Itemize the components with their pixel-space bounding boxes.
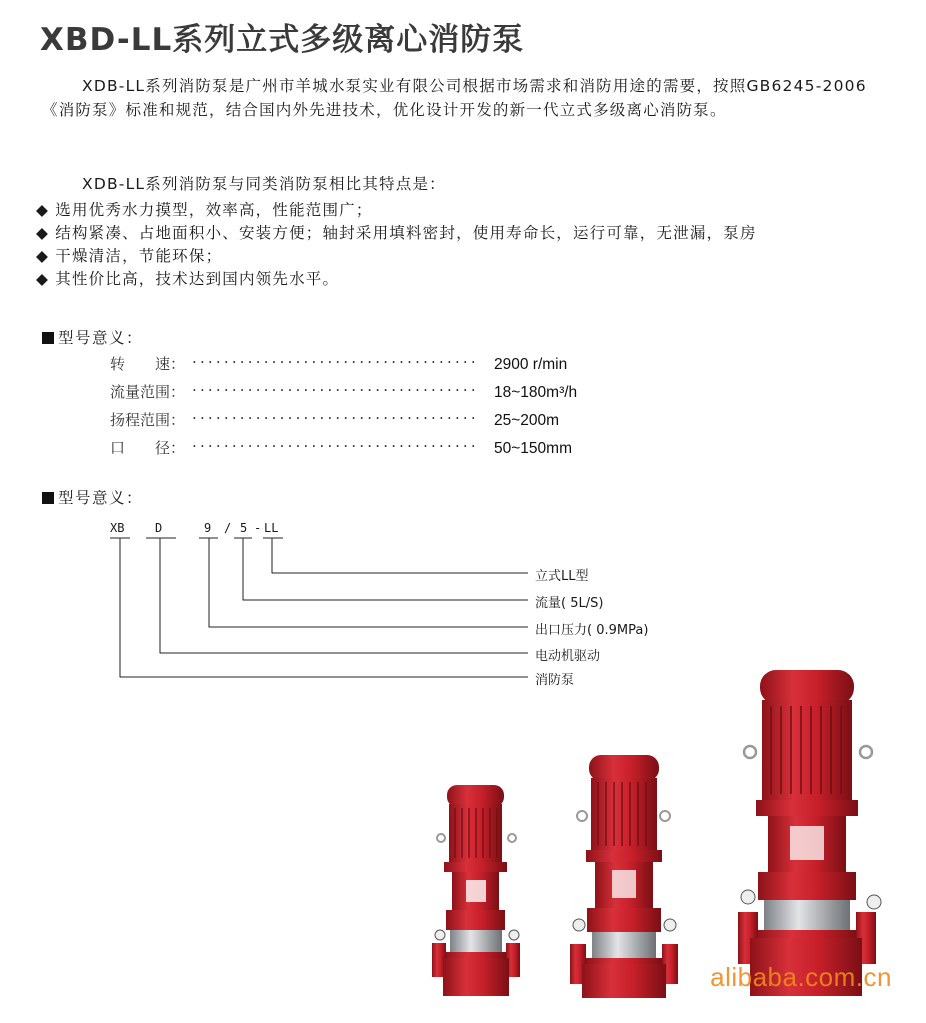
pump-large-image <box>738 670 881 996</box>
pump-small-image <box>432 785 520 996</box>
features-lead: XDB-LL系列消防泵与同类消防泵相比其特点是： <box>82 175 446 193</box>
spec-row-head: 扬程范围： ···································· 25~200m <box>110 409 560 429</box>
feature-item: ◆ 选用优秀水力摸型，效率高，性能范围广； <box>36 201 373 219</box>
intro-paragraph: XDB-LL系列消防泵是广州市羊城水泵实业有限公司根据市场需求和消防用途的需要，按照GB6245-2006《消防泵》标准和规范，结合国内外先进技术，优化设计开发的新一代立式多级离心消防泵。 <box>42 77 867 119</box>
spec-row-caliber: 口 径： ···································· 50~150mm <box>110 437 572 457</box>
diamond-bullet-icon: ◆ <box>36 224 50 242</box>
diamond-bullet-icon: ◆ <box>36 247 50 265</box>
spec-row-flow: 流量范围： ···································· 18~180m³/h <box>110 381 578 401</box>
code-slash: / <box>224 521 232 535</box>
code-dash: - <box>254 521 262 535</box>
meaning-motor: 电动机驱动 <box>535 649 601 664</box>
pump-medium-image <box>570 755 678 998</box>
meaning-fire-pump: 消防泵 <box>535 673 575 688</box>
code-xb: XB <box>110 521 125 535</box>
section-heading-model: 型号意义： <box>42 486 143 508</box>
meaning-type: 立式LL型 <box>535 569 589 584</box>
diamond-bullet-icon: ◆ <box>36 201 50 219</box>
feature-item: ◆ 其性价比高，技术达到国内领先水平。 <box>36 270 340 288</box>
alibaba-watermark: alibaba.com.cn <box>710 962 892 992</box>
code-ll: LL <box>264 521 279 535</box>
spec-row-speed: 转 速： ···································· 2900 r/min <box>110 353 568 373</box>
code-9: 9 <box>204 521 212 535</box>
meaning-pressure: 出口压力( 0.9MPa) <box>535 623 649 638</box>
section-heading-specs: 型号意义： <box>42 326 143 348</box>
feature-item: ◆ 干燥清洁，节能环保； <box>36 247 223 265</box>
code-d: D <box>155 521 163 535</box>
page-title: XBD-LL系列立式多级离心消防泵 <box>40 22 525 58</box>
feature-item: ◆ 结构紧凑、占地面积小、安装方便；轴封采用填料密封，使用寿命长，运行可靠，无泄漏，泵房 <box>36 224 757 242</box>
meaning-flow: 流量( 5L/S) <box>535 596 604 611</box>
diamond-bullet-icon: ◆ <box>36 270 50 288</box>
code-5: 5 <box>240 521 248 535</box>
